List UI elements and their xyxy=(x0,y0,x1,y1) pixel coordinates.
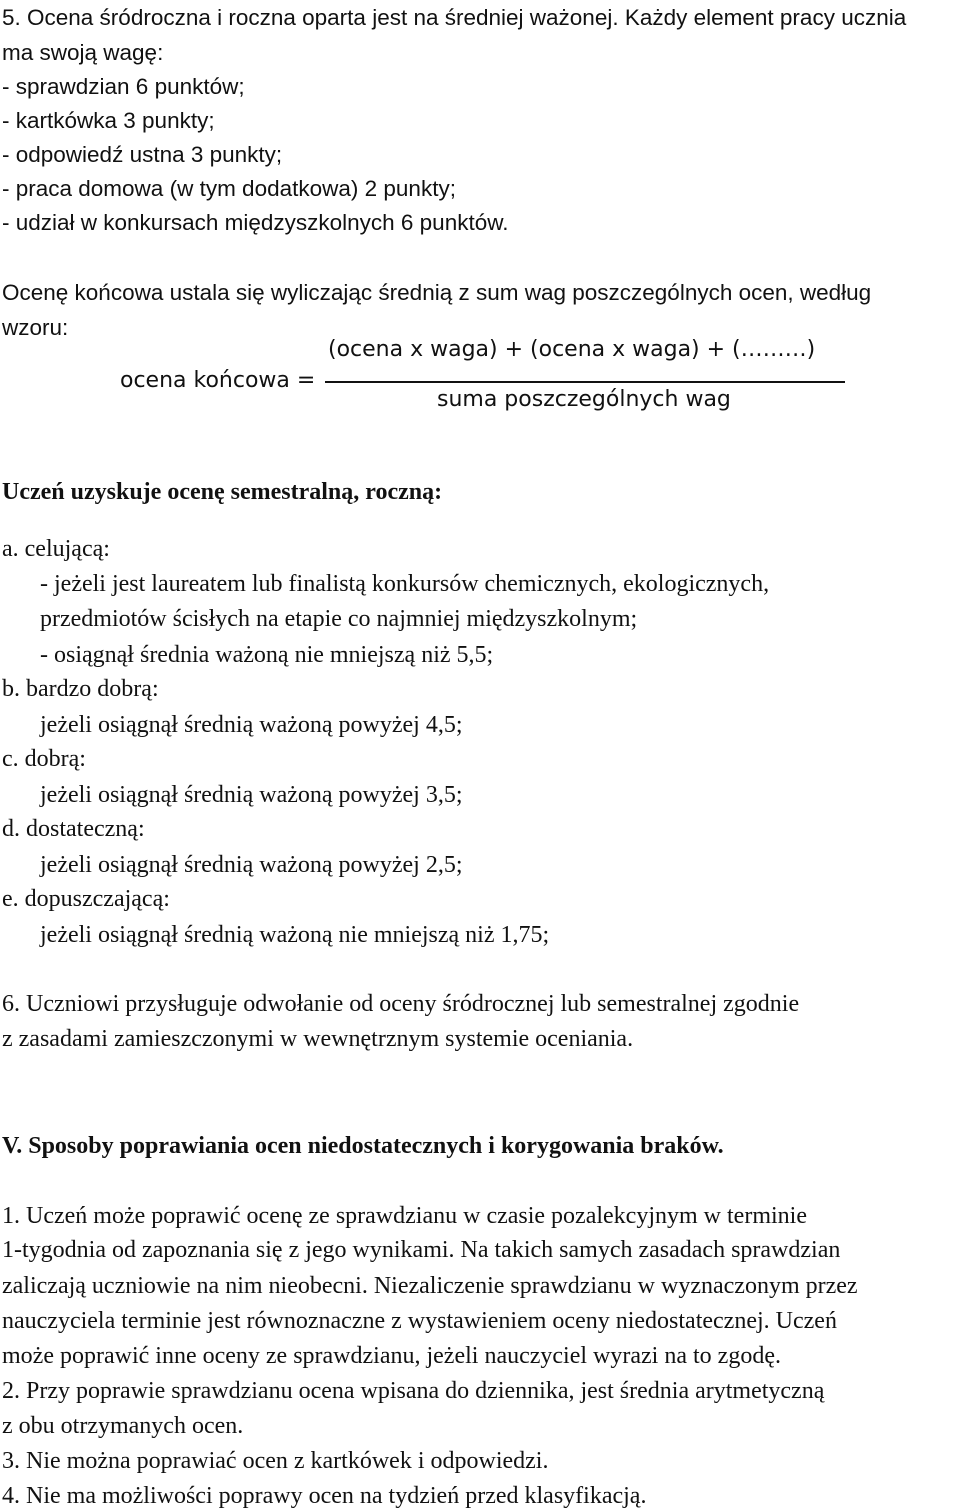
grade-d-criterion: jeżeli osiągnął średnią ważoną powyżej 2,5; xyxy=(40,852,463,878)
grade-a-label: a. celującą: xyxy=(2,536,110,562)
section-v-line: z obu otrzymanych ocen. xyxy=(2,1413,244,1439)
section-v-heading: V. Sposoby poprawiania ocen niedostatecznych i korygowania braków. xyxy=(2,1133,724,1159)
grade-c-label: c. dobrą: xyxy=(2,746,86,772)
weight-item-kartkowka: - kartkówka 3 punkty; xyxy=(2,108,215,133)
grades-heading: Uczeń uzyskuje ocenę semestralną, roczną: xyxy=(2,479,443,505)
final-grade-intro: wzoru: xyxy=(2,315,69,340)
section-v-line: 2. Przy poprawie sprawdzianu ocena wpisana do dziennika, jest średnia arytmetyczną xyxy=(2,1378,825,1404)
formula-lhs: ocena końcowa = xyxy=(120,368,316,393)
section-v-line: 1-tygodnia od zapoznania się z jego wynikami. Na takich samych zasadach sprawdzian xyxy=(2,1237,841,1263)
section-v-line: zaliczają uczniowie na nim nieobecni. Niezaliczenie sprawdzianu w wyznaczonym przez xyxy=(2,1273,858,1299)
weighted-average-formula xyxy=(0,337,960,419)
final-grade-intro: Ocenę końcowa ustala się wyliczając średnią z sum wag poszczególnych ocen, według xyxy=(2,280,872,305)
section-v-line: nauczyciela terminie jest równoznaczne z wystawieniem oceny niedostatecznej. Uczeń xyxy=(2,1308,837,1334)
grade-e-criterion: jeżeli osiągnął średnią ważoną nie mniejszą niż 1,75; xyxy=(40,922,550,948)
fraction-bar xyxy=(325,381,845,383)
formula-numerator: (ocena x waga) + (ocena x waga) + (………) xyxy=(328,337,816,362)
weight-item-sprawdzian: - sprawdzian 6 punktów; xyxy=(2,74,245,99)
formula-denominator: suma poszczególnych wag xyxy=(437,387,731,412)
section6-text: z zasadami zamieszczonymi w wewnętrznym systemie oceniania. xyxy=(2,1026,634,1052)
section-v-line: 1. Uczeń może poprawić ocenę ze sprawdzianu w czasie pozalekcyjnym w terminie xyxy=(2,1203,807,1229)
grade-c-criterion: jeżeli osiągnął średnią ważoną powyżej 3,5; xyxy=(40,782,463,808)
grade-a-criterion: przedmiotów ścisłych na etapie co najmniej międzyszkolnym; xyxy=(40,606,638,632)
grade-d-label: d. dostateczną: xyxy=(2,816,145,842)
section5-line: ma swoją wagę: xyxy=(2,40,164,65)
weight-item-praca-domowa: - praca domowa (w tym dodatkowa) 2 punkty; xyxy=(2,176,456,201)
section6-text: 6. Uczniowi przysługuje odwołanie od oceny śródrocznej lub semestralnej zgodnie xyxy=(2,991,800,1017)
grade-a-criterion: - osiągnął średnia ważoną nie mniejszą niż 5,5; xyxy=(40,642,494,668)
weight-item-konkursy: - udział w konkursach międzyszkolnych 6 punktów. xyxy=(2,210,509,235)
grade-a-criterion: - jeżeli jest laureatem lub finalistą konkursów chemicznych, ekologicznych, xyxy=(40,571,770,597)
grade-b-criterion: jeżeli osiągnął średnią ważoną powyżej 4,5; xyxy=(40,712,463,738)
section5-line: 5. Ocena śródroczna i roczna oparta jest na średniej ważonej. Każdy element pracy ucznia xyxy=(2,5,907,30)
section-v-line: 4. Nie ma możliwości poprawy ocen na tydzień przed klasyfikacją. xyxy=(2,1483,647,1509)
grade-b-label: b. bardzo dobrą: xyxy=(2,676,159,702)
grade-e-label: e. dopuszczającą: xyxy=(2,886,170,912)
section-v-line: 3. Nie można poprawiać ocen z kartkówek i odpowiedzi. xyxy=(2,1448,549,1474)
section-v-line: może poprawić inne oceny ze sprawdzianu, jeżeli nauczyciel wyrazi na to zgodę. xyxy=(2,1343,781,1369)
weight-item-odpowiedz: - odpowiedź ustna 3 punkty; xyxy=(2,142,283,167)
